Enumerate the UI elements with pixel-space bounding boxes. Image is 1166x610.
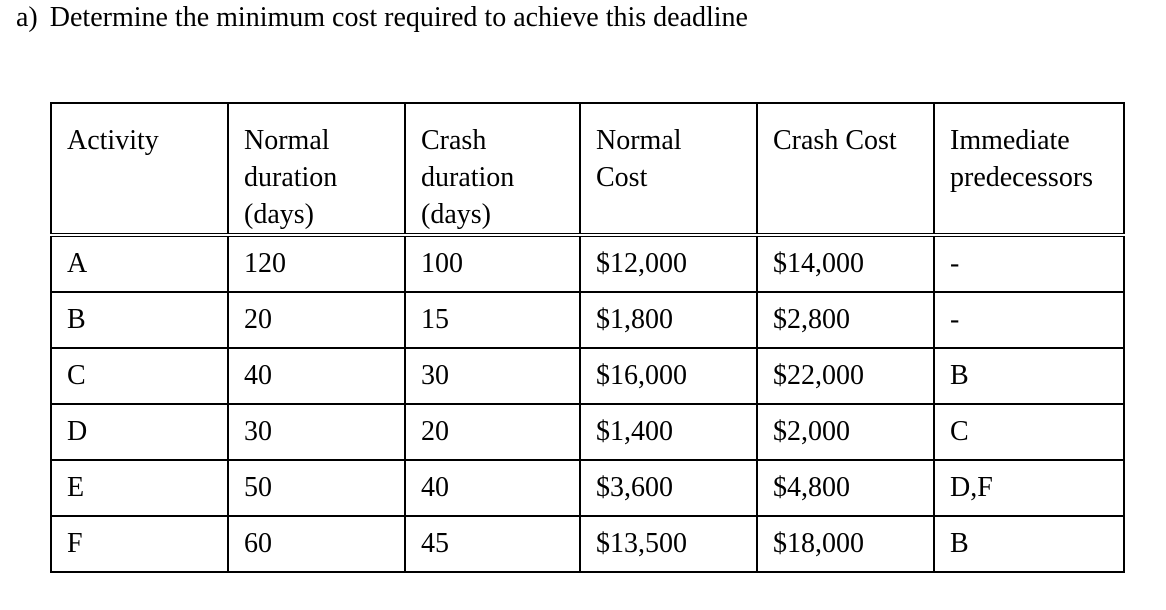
activity-table: [50, 102, 1125, 573]
cell-crash-duration: 30: [405, 348, 580, 404]
header-line: (days): [244, 199, 314, 230]
header-crash-cost: [757, 103, 934, 235]
cell-crash-cost: $4,800: [757, 460, 934, 516]
cell-normal-cost: $1,400: [580, 404, 757, 460]
cell-normal-cost: $16,000: [580, 348, 757, 404]
cell-crash-duration: 40: [405, 460, 580, 516]
cell-normal-duration: 60: [228, 516, 405, 572]
cell-activity: A: [51, 235, 228, 292]
table-row: [51, 348, 1124, 404]
cell-predecessors: -: [934, 292, 1124, 348]
table-row: [51, 292, 1124, 348]
cell-predecessors: B: [934, 516, 1124, 572]
header-line: Crash: [421, 125, 487, 156]
cell-predecessors: B: [934, 348, 1124, 404]
cell-crash-cost: $22,000: [757, 348, 934, 404]
cell-activity: D: [51, 404, 228, 460]
cell-crash-cost: $14,000: [757, 235, 934, 292]
cell-crash-cost: $2,800: [757, 292, 934, 348]
header-line: Normal: [596, 125, 682, 156]
header-crash-duration: [405, 103, 580, 235]
header-line: duration: [421, 162, 515, 193]
table-row: [51, 460, 1124, 516]
cell-activity: F: [51, 516, 228, 572]
question-label: a): [16, 2, 38, 33]
header-activity: [51, 103, 228, 235]
cell-normal-cost: $13,500: [580, 516, 757, 572]
cell-normal-duration: 20: [228, 292, 405, 348]
table-header-row: [51, 103, 1124, 235]
cell-normal-cost: $3,600: [580, 460, 757, 516]
cell-normal-cost: $1,800: [580, 292, 757, 348]
header-line: Normal: [244, 125, 330, 156]
cell-crash-duration: 20: [405, 404, 580, 460]
cell-normal-duration: 50: [228, 460, 405, 516]
header-line: Activity: [67, 125, 159, 156]
cell-predecessors: -: [934, 235, 1124, 292]
header-immediate-predecessors: [934, 103, 1124, 235]
question-text: [16, 0, 748, 36]
cell-normal-duration: 40: [228, 348, 405, 404]
header-line: Immediate: [950, 125, 1070, 156]
cell-normal-duration: 30: [228, 404, 405, 460]
header-normal-duration: [228, 103, 405, 235]
cell-predecessors: C: [934, 404, 1124, 460]
cell-predecessors: D,F: [934, 460, 1124, 516]
table-row: [51, 516, 1124, 572]
cell-activity: B: [51, 292, 228, 348]
cell-normal-cost: $12,000: [580, 235, 757, 292]
cell-crash-duration: 45: [405, 516, 580, 572]
cell-crash-cost: $2,000: [757, 404, 934, 460]
cell-activity: C: [51, 348, 228, 404]
question-body: Determine the minimum cost required to achieve this deadline: [49, 2, 748, 33]
cell-crash-duration: 100: [405, 235, 580, 292]
header-line: predecessors: [950, 162, 1094, 193]
header-line: (days): [421, 199, 491, 230]
cell-crash-cost: $18,000: [757, 516, 934, 572]
header-normal-cost: [580, 103, 757, 235]
table-row: [51, 235, 1124, 292]
header-line: duration: [244, 162, 338, 193]
header-line: Cost: [596, 162, 648, 193]
cell-crash-duration: 15: [405, 292, 580, 348]
cell-activity: E: [51, 460, 228, 516]
cell-normal-duration: 120: [228, 235, 405, 292]
table-row: [51, 404, 1124, 460]
header-line: Crash Cost: [773, 125, 897, 156]
